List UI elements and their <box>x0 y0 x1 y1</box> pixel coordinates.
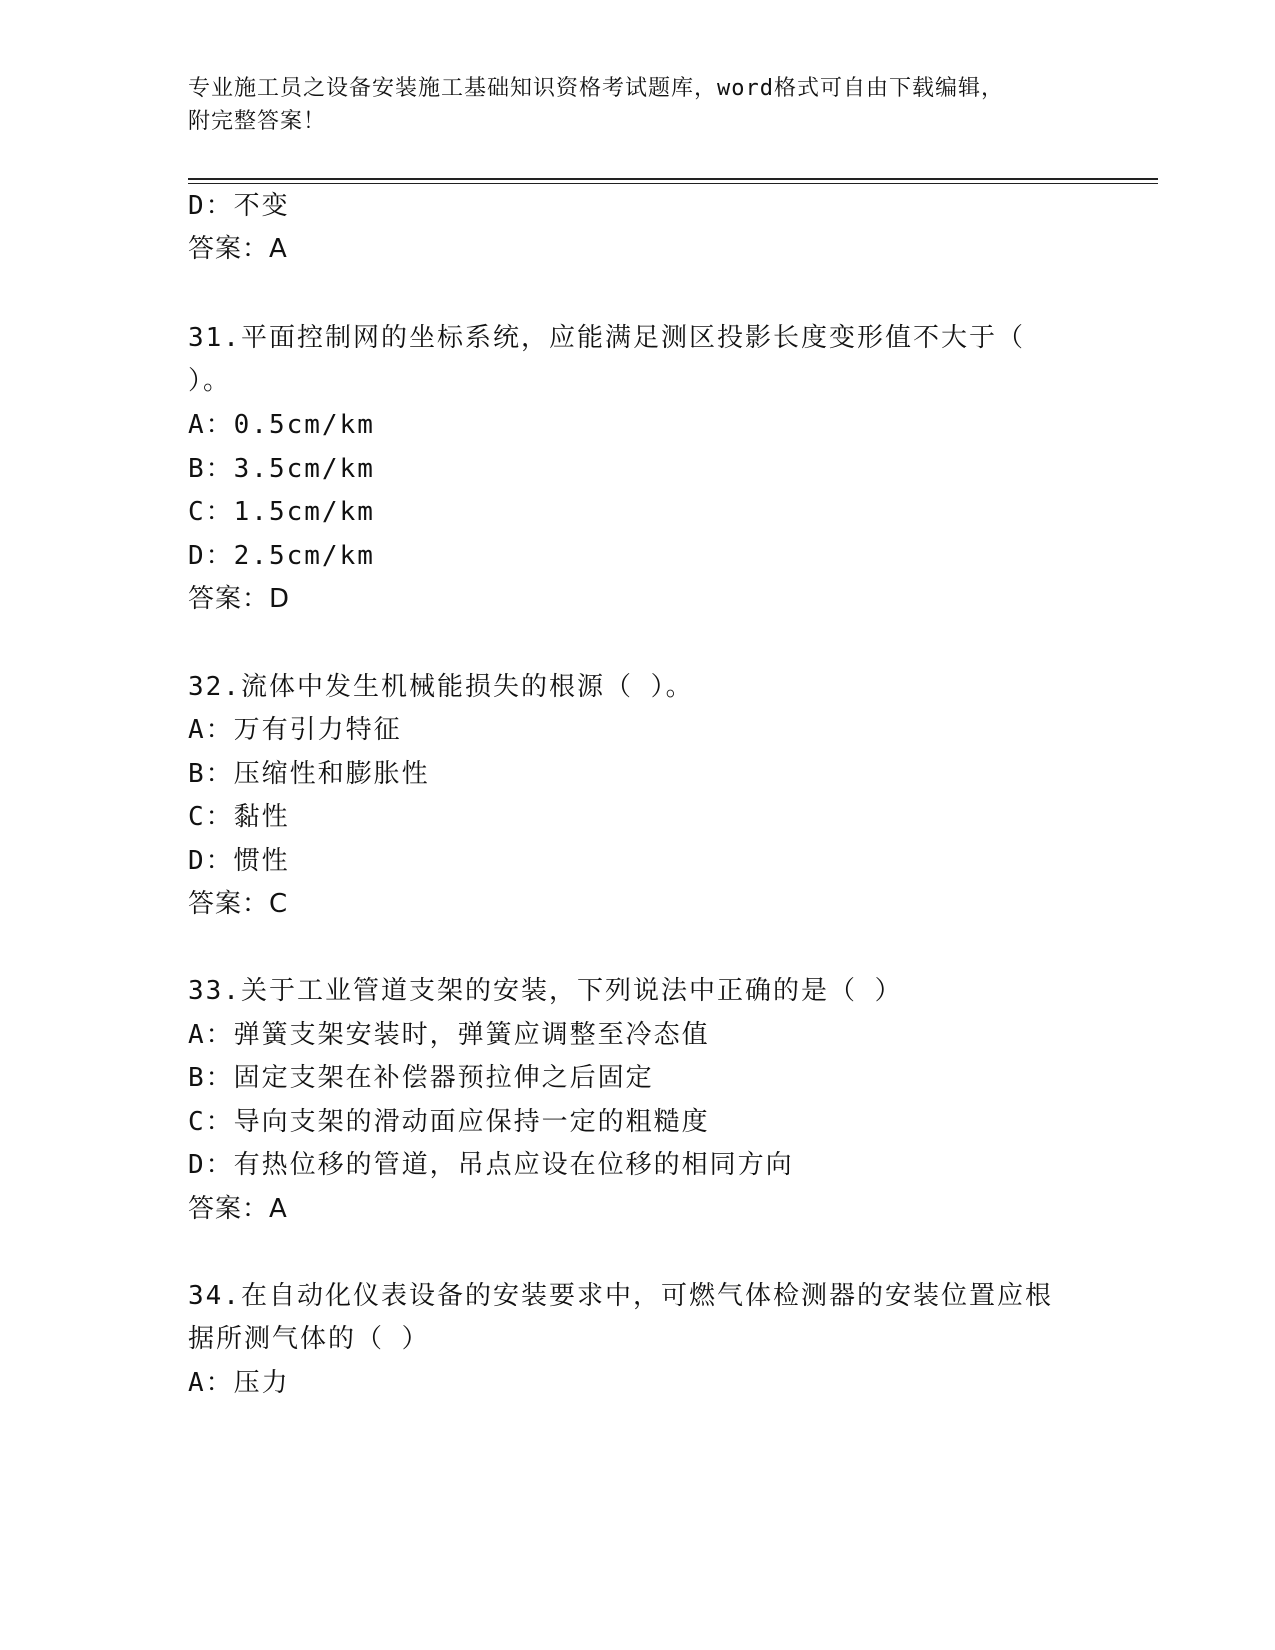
q31-option-c: C：1.5cm/km <box>188 497 375 527</box>
q33-option-d: D：有热位移的管道，吊点应设在位移的相同方向 <box>188 1150 794 1180</box>
q33-option-a: A：弹簧支架安装时，弹簧应调整至冷态值 <box>188 1020 710 1050</box>
q33-option-c: C：导向支架的滑动面应保持一定的粗糙度 <box>188 1107 710 1137</box>
q33-answer: 答案：A <box>188 1194 288 1224</box>
q32-option-a: A：万有引力特征 <box>188 715 402 745</box>
q34-stem-2: 据所测气体的（ ） <box>188 1324 430 1354</box>
q31-option-a: A：0.5cm/km <box>188 410 375 440</box>
prev-answer: 答案：A <box>188 234 288 264</box>
q32-option-c: C：黏性 <box>188 802 290 832</box>
q32-stem: 32.流体中发生机械能损失的根源（ ）。 <box>188 672 694 702</box>
header-rule-thick <box>188 178 1158 180</box>
q32-answer: 答案：C <box>188 889 289 919</box>
header-line-1: 专业施工员之设备安装施工基础知识资格考试题库，word格式可自由下载编辑， <box>188 76 1004 101</box>
q31-stem-1: 31.平面控制网的坐标系统，应能满足测区投影长度变形值不大于（ <box>188 323 1025 353</box>
q31-answer: 答案：D <box>188 584 291 614</box>
q33-stem: 33.关于工业管道支架的安装，下列说法中正确的是（ ） <box>188 976 903 1006</box>
q32-option-b: B：压缩性和膨胀性 <box>188 759 430 789</box>
q32-option-d: D：惯性 <box>188 846 290 876</box>
q34-option-a: A：压力 <box>188 1368 290 1398</box>
header-rule-thin <box>188 183 1158 184</box>
document-header <box>188 72 1088 138</box>
header-line-2: 附完整答案！ <box>188 109 327 134</box>
q34-stem-1: 34.在自动化仪表设备的安装要求中，可燃气体检测器的安装位置应根 <box>188 1281 1053 1311</box>
q33-option-b: B：固定支架在补偿器预拉伸之后固定 <box>188 1063 654 1093</box>
prev-option-d: D：不变 <box>188 191 290 221</box>
q31-option-d: D：2.5cm/km <box>188 541 375 571</box>
q31-stem-2: ）。 <box>188 366 232 396</box>
q31-option-b: B：3.5cm/km <box>188 454 375 484</box>
